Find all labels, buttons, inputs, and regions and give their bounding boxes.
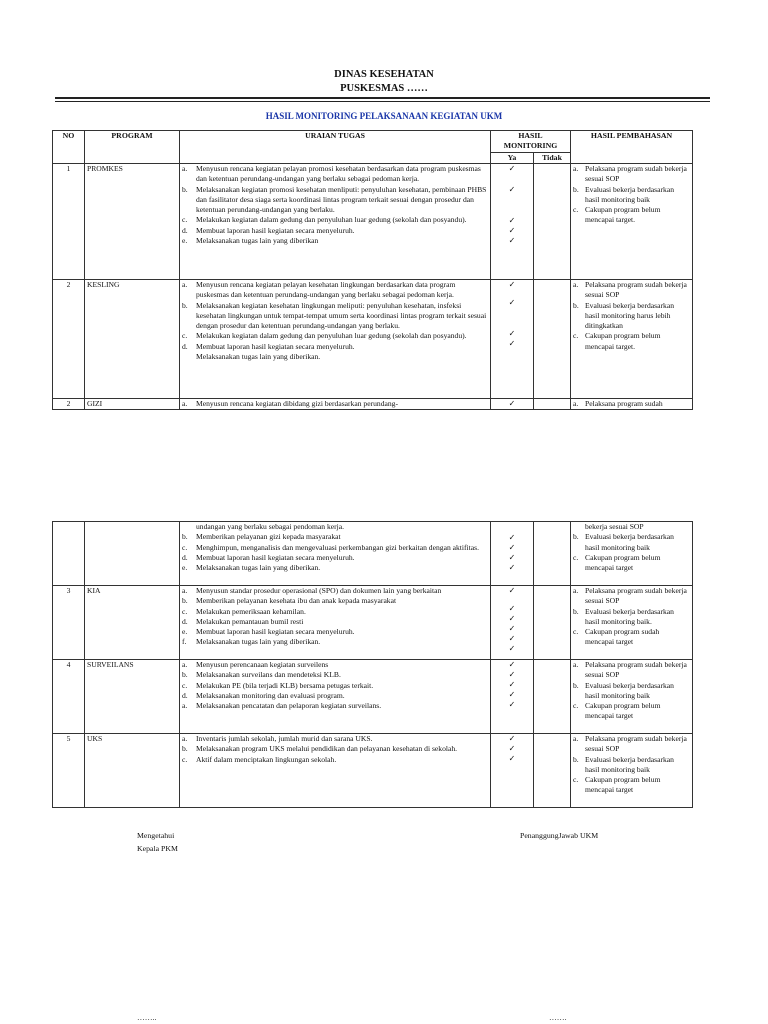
pembahasan-list bbox=[573, 660, 690, 733]
uraian-item bbox=[182, 660, 488, 670]
check-mark-icon: ✓ bbox=[508, 553, 516, 562]
pembahasan-item-letter: b. bbox=[573, 532, 579, 542]
check-mark-icon: ✓ bbox=[508, 624, 516, 633]
pembahasan-item bbox=[573, 607, 690, 628]
uraian-item bbox=[182, 280, 488, 301]
pembahasan-item-letter: b. bbox=[573, 754, 579, 764]
check-mark-icon: ✓ bbox=[508, 634, 516, 643]
check-mark-icon: ✓ bbox=[508, 670, 516, 679]
hasil-pembahasan-cell bbox=[571, 586, 693, 660]
uraian-item-letter bbox=[182, 522, 196, 532]
check-mark-icon: ✓ bbox=[508, 339, 516, 348]
monitoring-table-part2 bbox=[52, 521, 693, 808]
check-mark-icon: ✓ bbox=[508, 660, 516, 669]
uraian-tugas-cell bbox=[180, 734, 491, 808]
ya-checks bbox=[493, 280, 531, 398]
pembahasan-item-letter: a. bbox=[573, 734, 579, 743]
ya-checks bbox=[493, 399, 531, 409]
tidak-cell bbox=[534, 586, 571, 660]
pembahasan-list bbox=[573, 586, 690, 659]
ya-checks bbox=[493, 522, 531, 585]
uraian-item-text: Memberikan pelayanan kesehata ibu dan anak kepada masyarakat bbox=[196, 596, 397, 606]
table-row bbox=[53, 660, 693, 734]
uraian-item-letter: c. bbox=[182, 754, 188, 764]
header-rule-thick bbox=[55, 97, 710, 99]
uraian-item-text: Menyusun rencana kegiatan dibidang gizi berdasarkan perundang- bbox=[196, 399, 399, 408]
program-name: KIA bbox=[85, 586, 180, 660]
uraian-item-text: Melaksanakan kegiatan promosi kesehatan menliputi: penyuluhan kesehatan, pembinaan PHBS dan fasilitator desa siaga serta koordinasi lintas program terkait sesuai dengan prosedur dan ketentuan perundang-undangan yang berlaku. bbox=[196, 184, 487, 215]
uraian-item-letter: d. bbox=[182, 341, 188, 351]
pembahasan-item-letter: a. bbox=[573, 399, 579, 408]
uraian-item-letter: d. bbox=[182, 616, 188, 626]
uraian-item-letter bbox=[182, 352, 196, 362]
uraian-item-letter: f. bbox=[182, 637, 187, 647]
uraian-item-text: Melaksanakan tugas lain yang diberikan. bbox=[196, 563, 321, 573]
hasil-pembahasan-cell bbox=[571, 734, 693, 808]
uraian-item bbox=[182, 301, 488, 332]
hasil-pembahasan-cell bbox=[571, 164, 693, 280]
signature-right-name: ……. bbox=[549, 1013, 567, 1022]
uraian-list bbox=[182, 399, 488, 409]
uraian-item-letter: c. bbox=[182, 606, 188, 616]
pembahasan-item-letter: a. bbox=[573, 280, 579, 289]
program-name: GIZI bbox=[85, 399, 180, 410]
uraian-item-letter: d. bbox=[182, 225, 188, 235]
uraian-item bbox=[182, 617, 488, 627]
uraian-item-text: Menghimpun, menganalisis dan mengevaluasi perkembangan gizi berkaitan dengan aktifitas. bbox=[196, 542, 479, 552]
uraian-list bbox=[182, 660, 488, 733]
uraian-item-text: Memberikan pelayanan gizi kepada masyarakat bbox=[196, 532, 341, 542]
pembahasan-item-text: Cakupan program sudah mencapai target bbox=[585, 627, 660, 647]
uraian-item-text: Melakukan pemeriksaan kehamilan. bbox=[196, 606, 306, 616]
check-mark-icon: ✓ bbox=[508, 614, 516, 623]
check-mark-icon: ✓ bbox=[508, 164, 516, 173]
ya-cell bbox=[491, 586, 534, 660]
uraian-item bbox=[182, 586, 488, 596]
check-mark-icon: ✓ bbox=[508, 563, 516, 572]
row-number: 2 bbox=[53, 280, 85, 399]
uraian-item bbox=[182, 522, 488, 532]
uraian-item-letter: e. bbox=[182, 236, 188, 246]
pembahasan-item-text: Pelaksana program sudah bbox=[585, 399, 663, 408]
uraian-item bbox=[182, 596, 488, 606]
uraian-item-text: Inventaris jumlah sekolah, jumlah murid dan sarana UKS. bbox=[196, 734, 373, 743]
pembahasan-item-letter: c. bbox=[573, 205, 579, 215]
uraian-tugas-cell bbox=[180, 280, 491, 399]
pembahasan-item bbox=[573, 701, 690, 722]
uraian-item bbox=[182, 681, 488, 691]
uraian-item-text: Melakukan pemantauan bumil resti bbox=[196, 616, 304, 626]
uraian-item bbox=[182, 185, 488, 216]
pembahasan-item bbox=[573, 532, 690, 553]
pembahasan-item-text: Cakupan program belum mencapai target bbox=[585, 701, 661, 721]
monitoring-table-part1 bbox=[52, 130, 693, 410]
uraian-item-text: Melakukan PE (bila terjadi KLB) bersama petugas terkait. bbox=[196, 680, 374, 690]
check-mark-icon: ✓ bbox=[508, 744, 516, 753]
ya-cell bbox=[491, 660, 534, 734]
uraian-item-letter: a. bbox=[182, 701, 188, 711]
tidak-cell bbox=[534, 660, 571, 734]
row-number: 5 bbox=[53, 734, 85, 808]
uraian-item-text: Melaksanakan surveilans dan mendeteksi KLB. bbox=[196, 670, 341, 680]
uraian-item bbox=[182, 331, 488, 341]
uraian-item bbox=[182, 627, 488, 637]
check-mark-icon: ✓ bbox=[508, 533, 516, 542]
uraian-item-letter: a. bbox=[182, 734, 188, 743]
check-mark-icon: ✓ bbox=[508, 298, 516, 307]
check-mark-icon: ✓ bbox=[508, 280, 516, 289]
uraian-item bbox=[182, 532, 488, 542]
pembahasan-item-text: Evaluasi bekerja berdasarkan hasil monitoring baik bbox=[585, 532, 674, 552]
signature-left-name: …….. bbox=[137, 1013, 157, 1022]
uraian-list bbox=[182, 280, 488, 398]
pembahasan-list bbox=[573, 734, 690, 807]
pembahasan-list bbox=[573, 522, 690, 585]
check-mark-icon: ✓ bbox=[508, 226, 516, 235]
pembahasan-item-text: Cakupan program belum mencapai target. bbox=[585, 205, 661, 225]
pembahasan-item bbox=[573, 627, 690, 648]
pembahasan-item-text: bekerja sesuai SOP bbox=[585, 522, 644, 531]
document-title: HASIL MONITORING PELAKSANAAN KEGIATAN UKM bbox=[265, 111, 503, 121]
uraian-item-letter: e. bbox=[182, 563, 188, 573]
pembahasan-item-text: Evaluasi bekerja berdasarkan hasil monitoring baik bbox=[585, 184, 674, 204]
pembahasan-item-text: Evaluasi bekerja berdasarkan hasil monitoring baik bbox=[585, 680, 674, 700]
uraian-item-text: Melaksanakan tugas lain yang diberikan bbox=[196, 236, 319, 246]
uraian-item-text: Menyusun rencana kegiatan pelayan kesehatan lingkungan berdasarkan data program puskesmas dan ketentuan perundang-undangan yang berlaku sebagai pedoman kerja. bbox=[196, 280, 456, 300]
ya-cell bbox=[491, 522, 534, 586]
tidak-cell bbox=[534, 522, 571, 586]
program-name: PROMKES bbox=[85, 164, 180, 280]
uraian-item-letter: b. bbox=[182, 300, 188, 310]
uraian-item-text: Membuat laporan hasil kegiatan secara menyeluruh. bbox=[196, 627, 355, 637]
check-mark-icon: ✓ bbox=[508, 543, 516, 552]
col-header-uraian: URAIAN TUGAS bbox=[180, 131, 491, 164]
row-number: 3 bbox=[53, 586, 85, 660]
ya-cell bbox=[491, 734, 534, 808]
pembahasan-item-letter: b. bbox=[573, 606, 579, 616]
uraian-item bbox=[182, 352, 488, 362]
row-number: 1 bbox=[53, 164, 85, 280]
uraian-item-text: Melaksanakan tugas lain yang diberikan. bbox=[196, 637, 321, 647]
col-header-program: PROGRAM bbox=[85, 131, 180, 164]
signature-left-label1: Mengetahui bbox=[137, 831, 175, 840]
uraian-item bbox=[182, 553, 488, 563]
table-row bbox=[53, 164, 693, 280]
uraian-item-text: Menyusun perencanaan kegiatan surveilens bbox=[196, 660, 329, 669]
uraian-tugas-cell bbox=[180, 399, 491, 410]
ya-cell bbox=[491, 399, 534, 410]
pembahasan-list bbox=[573, 399, 690, 409]
org-title: DINAS KESEHATAN bbox=[334, 69, 434, 80]
uraian-item-letter: c. bbox=[182, 680, 188, 690]
uraian-item-letter: d. bbox=[182, 552, 188, 562]
pembahasan-item bbox=[573, 522, 690, 532]
pembahasan-list bbox=[573, 164, 690, 279]
header-rule-thin bbox=[55, 101, 710, 102]
uraian-list bbox=[182, 522, 488, 585]
uraian-item-letter: a. bbox=[182, 280, 188, 289]
uraian-list bbox=[182, 734, 488, 807]
uraian-item bbox=[182, 691, 488, 701]
col-header-no: NO bbox=[53, 131, 85, 164]
pembahasan-item-letter: c. bbox=[573, 552, 579, 562]
uraian-tugas-cell bbox=[180, 586, 491, 660]
pembahasan-item-text: Pelaksana program sudah bekerja sesuai SOP bbox=[585, 164, 687, 184]
uraian-item-letter: d. bbox=[182, 690, 188, 700]
program-name: KESLING bbox=[85, 280, 180, 399]
uraian-item-letter: a. bbox=[182, 660, 188, 669]
uraian-item-text: Melaksanakan tugas lain yang diberikan. bbox=[196, 352, 321, 362]
pembahasan-item bbox=[573, 301, 690, 332]
uraian-item-text: Membuat laporan hasil kegiatan secara menyeluruh. bbox=[196, 341, 355, 351]
uraian-item bbox=[182, 701, 488, 711]
pembahasan-item bbox=[573, 164, 690, 185]
uraian-item bbox=[182, 755, 488, 765]
check-mark-icon: ✓ bbox=[508, 185, 516, 194]
uraian-item-text: Melaksanakan pencatatan dan pelaporan kegiatan surveilans. bbox=[196, 701, 382, 711]
ya-checks bbox=[493, 586, 531, 659]
tidak-cell bbox=[534, 734, 571, 808]
signature-left-label2: Kepala PKM bbox=[137, 844, 178, 853]
program-name: SURVEILANS bbox=[85, 660, 180, 734]
uraian-item-letter: a. bbox=[182, 399, 188, 408]
unit-title: PUSKESMAS …… bbox=[340, 83, 428, 94]
uraian-item-letter: b. bbox=[182, 532, 188, 542]
uraian-item bbox=[182, 607, 488, 617]
uraian-tugas-cell bbox=[180, 522, 491, 586]
pembahasan-item bbox=[573, 660, 690, 681]
col-header-hasil-pembahasan: HASIL PEMBAHASAN bbox=[571, 131, 693, 164]
pembahasan-item-letter: a. bbox=[573, 586, 579, 595]
pembahasan-item-text: Cakupan program belum mencapai target bbox=[585, 552, 661, 573]
uraian-item bbox=[182, 543, 488, 553]
check-mark-icon: ✓ bbox=[508, 586, 516, 595]
tidak-cell bbox=[534, 164, 571, 280]
uraian-item-text: Aktif dalam menciptakan lingkungan sekolah. bbox=[196, 754, 337, 764]
uraian-item-text: Membuat laporan hasil kegiatan secara menyeluruh. bbox=[196, 552, 355, 562]
pembahasan-item bbox=[573, 734, 690, 755]
table-row bbox=[53, 734, 693, 808]
uraian-item-letter: a. bbox=[182, 586, 188, 595]
pembahasan-item-letter: c. bbox=[573, 627, 579, 637]
pembahasan-item bbox=[573, 331, 690, 352]
hasil-pembahasan-cell bbox=[571, 660, 693, 734]
check-mark-icon: ✓ bbox=[508, 690, 516, 699]
uraian-item-text: undangan yang berlaku sebagai pendoman kerja. bbox=[196, 522, 345, 531]
pembahasan-item-text: Cakupan program belum mencapai target. bbox=[585, 331, 661, 351]
uraian-item bbox=[182, 670, 488, 680]
tidak-cell bbox=[534, 399, 571, 410]
pembahasan-item-text: Pelaksana program sudah bekerja sesuai SOP bbox=[585, 660, 687, 680]
uraian-item-text: Melakukan kegiatan dalam gedung dan penyuluhan luar gedung (sekolah dan posyandu). bbox=[196, 215, 467, 225]
pembahasan-item-letter: b. bbox=[573, 680, 579, 690]
pembahasan-item-text: Evaluasi bekerja berdasarkan hasil monitoring baik. bbox=[585, 606, 674, 626]
row-number: 4 bbox=[53, 660, 85, 734]
uraian-item bbox=[182, 744, 488, 754]
uraian-item bbox=[182, 215, 488, 225]
check-mark-icon: ✓ bbox=[508, 216, 516, 225]
pembahasan-item-letter: c. bbox=[573, 775, 579, 785]
uraian-item-text: Membuat laporan hasil kegiatan secara menyeluruh. bbox=[196, 225, 355, 235]
pembahasan-item bbox=[573, 185, 690, 206]
uraian-item-text: Menyusun standar prosedur operasional (SPO) dan dokumen lain yang berkaitan bbox=[196, 586, 442, 595]
uraian-item-text: Melaksanakan monitoring dan evaluasi program. bbox=[196, 690, 345, 700]
uraian-item-letter: c. bbox=[182, 215, 188, 225]
ya-checks bbox=[493, 660, 531, 733]
pembahasan-item bbox=[573, 755, 690, 776]
uraian-item bbox=[182, 164, 488, 185]
hasil-pembahasan-cell bbox=[571, 399, 693, 410]
uraian-item bbox=[182, 734, 488, 744]
pembahasan-item bbox=[573, 280, 690, 301]
signature-right-label: PenanggungJawab UKM bbox=[520, 831, 599, 840]
table-row bbox=[53, 522, 693, 586]
check-mark-icon: ✓ bbox=[508, 399, 516, 408]
row-number: 2 bbox=[53, 399, 85, 410]
uraian-item bbox=[182, 236, 488, 246]
table-row bbox=[53, 280, 693, 399]
uraian-item-text: Melakukan kegiatan dalam gedung dan penyuluhan luar gedung (sekolah dan posyandu). bbox=[196, 331, 467, 341]
uraian-item-letter: c. bbox=[182, 542, 188, 552]
pembahasan-item bbox=[573, 775, 690, 796]
check-mark-icon: ✓ bbox=[508, 644, 516, 653]
uraian-item-letter: b. bbox=[182, 596, 188, 606]
check-mark-icon: ✓ bbox=[508, 734, 516, 743]
check-mark-icon: ✓ bbox=[508, 329, 516, 338]
program-name: UKS bbox=[85, 734, 180, 808]
uraian-list bbox=[182, 586, 488, 659]
hasil-pembahasan-cell bbox=[571, 280, 693, 399]
pembahasan-item-text: Evaluasi bekerja berdasarkan hasil monitoring harus lebih ditingkatkan bbox=[585, 300, 674, 331]
pembahasan-item-text: Pelaksana program sudah bekerja sesuai SOP bbox=[585, 586, 687, 606]
check-mark-icon: ✓ bbox=[508, 754, 516, 763]
pembahasan-item-text: Pelaksana program sudah bekerja sesuai SOP bbox=[585, 280, 687, 300]
check-mark-icon: ✓ bbox=[508, 236, 516, 245]
check-mark-icon: ✓ bbox=[508, 604, 516, 613]
pembahasan-list bbox=[573, 280, 690, 398]
ya-checks bbox=[493, 734, 531, 807]
uraian-item bbox=[182, 637, 488, 647]
hasil-pembahasan-cell bbox=[571, 522, 693, 586]
pembahasan-item-letter: c. bbox=[573, 701, 579, 711]
ya-checks bbox=[493, 164, 531, 279]
pembahasan-item bbox=[573, 399, 690, 409]
ya-cell bbox=[491, 280, 534, 399]
program-name bbox=[85, 522, 180, 586]
pembahasan-item-letter: b. bbox=[573, 184, 579, 194]
uraian-item bbox=[182, 226, 488, 236]
col-header-ya: Ya bbox=[491, 153, 534, 164]
ya-cell bbox=[491, 164, 534, 280]
pembahasan-item-letter: c. bbox=[573, 331, 579, 341]
pembahasan-item-text: Evaluasi bekerja berdasarkan hasil monitoring baik bbox=[585, 754, 674, 774]
pembahasan-item bbox=[573, 205, 690, 226]
col-header-tidak: Tidak bbox=[534, 153, 571, 164]
uraian-item-text: Melaksanakan program UKS melalui pendidikan dan pelayanan kesehatan di sekolah. bbox=[196, 744, 458, 754]
pembahasan-item-text: Pelaksana program sudah bekerja sesuai SOP bbox=[585, 734, 687, 754]
table-row bbox=[53, 399, 693, 410]
check-mark-icon: ✓ bbox=[508, 680, 516, 689]
pembahasan-item-letter: a. bbox=[573, 660, 579, 669]
uraian-tugas-cell bbox=[180, 164, 491, 280]
uraian-item-letter: b. bbox=[182, 184, 188, 194]
pembahasan-item-letter bbox=[573, 522, 585, 532]
pembahasan-item bbox=[573, 681, 690, 702]
uraian-item-letter: e. bbox=[182, 627, 188, 637]
uraian-item-text: Melaksanakan kegiatan kesehatan lingkungan meliputi: penyuluhan kesehatan, insfeksi kesehatan lingkungan untuk tempat-tempat umum serta koordinasi lintas program terkait sesuai dengan prosedur dan ketentuan perundang-undangan yang berlaku. bbox=[196, 300, 487, 331]
tidak-cell bbox=[534, 280, 571, 399]
pembahasan-item-letter: a. bbox=[573, 164, 579, 173]
pembahasan-item bbox=[573, 553, 690, 574]
uraian-item-letter: b. bbox=[182, 744, 188, 754]
uraian-item-letter: a. bbox=[182, 164, 188, 173]
table-row bbox=[53, 586, 693, 660]
uraian-item-letter: c. bbox=[182, 331, 188, 341]
uraian-item-letter: b. bbox=[182, 670, 188, 680]
pembahasan-item bbox=[573, 586, 690, 607]
uraian-tugas-cell bbox=[180, 660, 491, 734]
pembahasan-item-letter: b. bbox=[573, 300, 579, 310]
uraian-item bbox=[182, 399, 488, 409]
pembahasan-item-text: Cakupan program belum mencapai target bbox=[585, 775, 661, 795]
uraian-list bbox=[182, 164, 488, 279]
col-header-hasil-monitoring: HASIL MONITORING bbox=[491, 131, 571, 153]
check-mark-icon: ✓ bbox=[508, 700, 516, 709]
uraian-item bbox=[182, 342, 488, 352]
row-number bbox=[53, 522, 85, 586]
uraian-item-text: Menyusun rencana kegiatan pelayan promosi kesehatan berdasarkan data program puskesmas dan ketentuan perundang-undangan yang berlaku sebagai pedoman kerja. bbox=[196, 164, 481, 184]
uraian-item bbox=[182, 563, 488, 573]
